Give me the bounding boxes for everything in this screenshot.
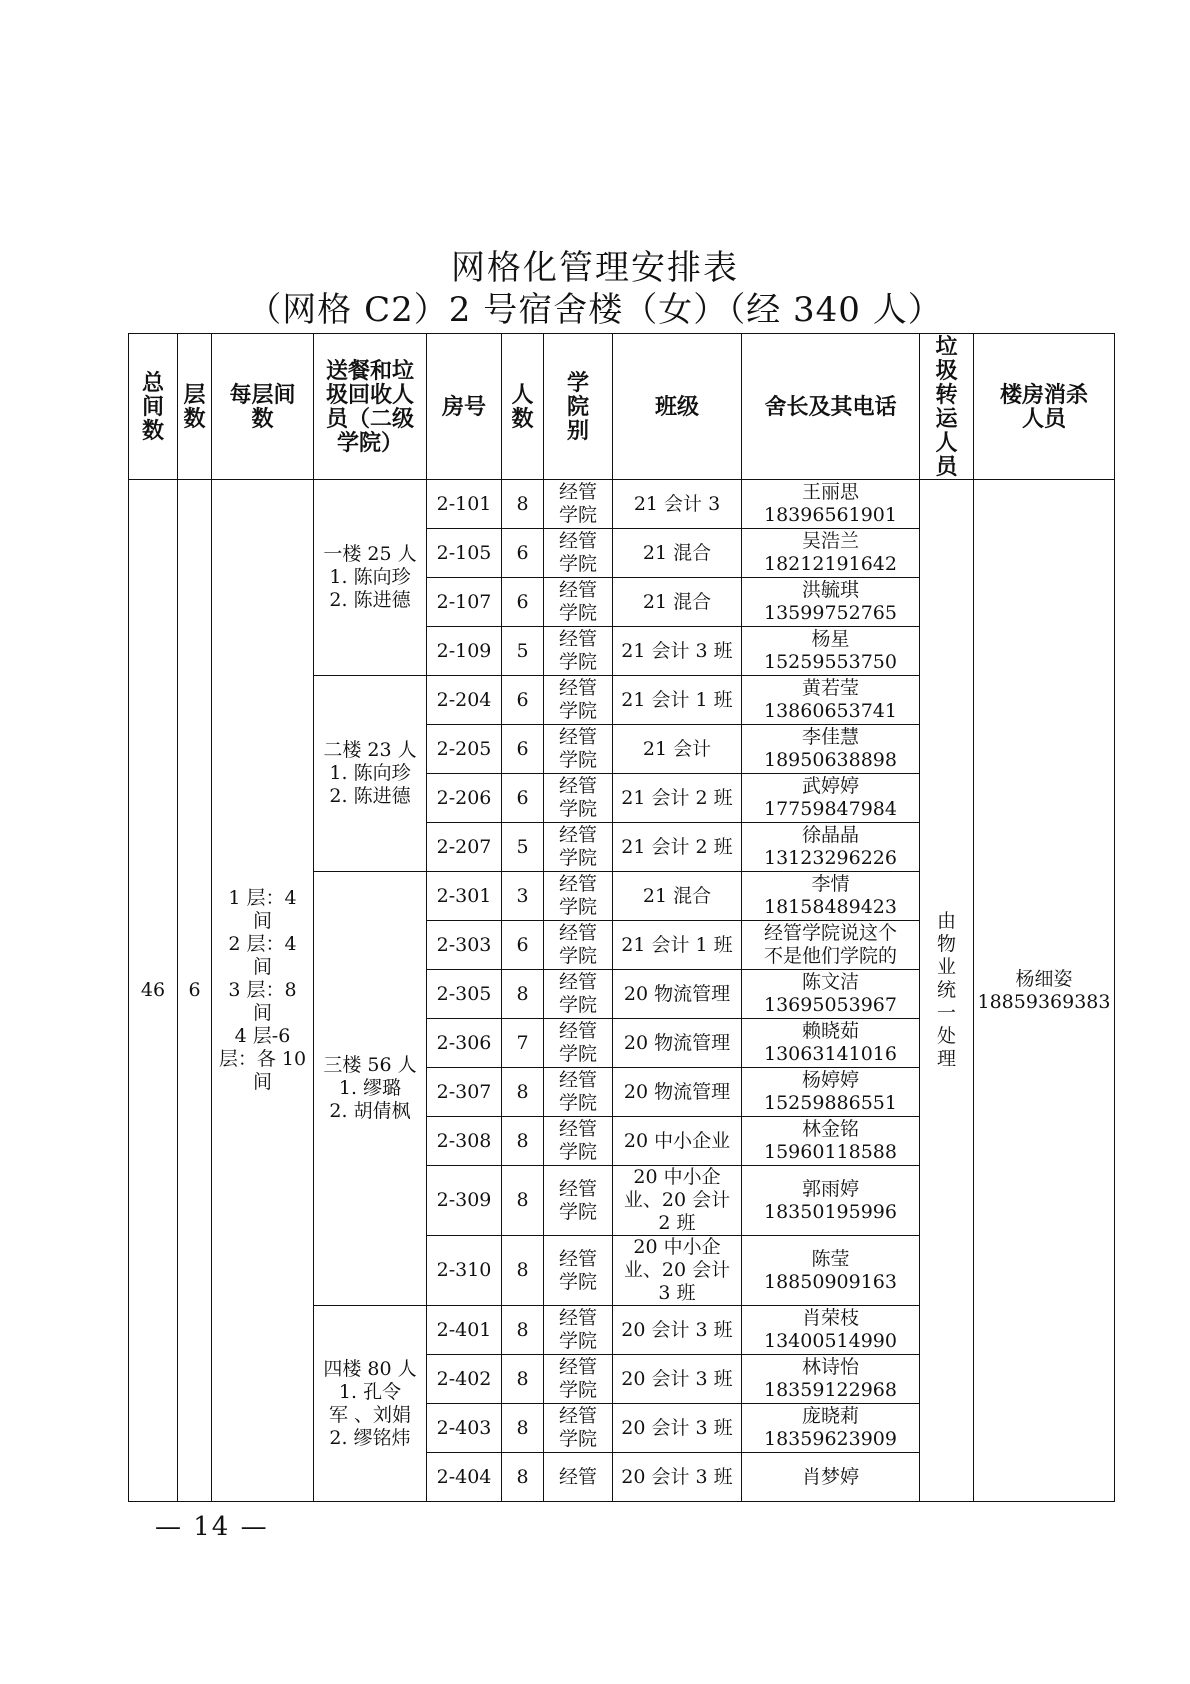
leader-cell <box>742 1355 920 1404</box>
room-no-cell: 2-206 <box>427 774 502 823</box>
header-college: 学院别 <box>544 334 613 480</box>
document-title: 网格化管理安排表 <box>451 248 739 288</box>
class-cell: 20 物流管理 <box>613 1068 742 1117</box>
total-rooms-cell: 46 <box>129 480 178 1502</box>
leader-phone: 17759847984 <box>764 798 897 820</box>
disinfect-name: 杨细姿 <box>1015 967 1073 990</box>
class-cell: 20 物流管理 <box>613 1019 742 1068</box>
people-cell: 8 <box>502 1453 544 1502</box>
room-no-cell: 2-307 <box>427 1068 502 1117</box>
people-cell: 6 <box>502 725 544 774</box>
college-cell: 经管学院 <box>544 823 613 872</box>
leader-cell <box>742 1019 920 1068</box>
rooms-per-floor-line: 间 <box>252 910 272 932</box>
class-cell: 20 物流管理 <box>613 970 742 1019</box>
leader-phone: 不是他们学院的 <box>763 945 897 967</box>
leader-cell <box>742 970 920 1019</box>
college-cell: 经管学院 <box>544 627 613 676</box>
people-cell: 8 <box>502 1068 544 1117</box>
class-cell: 21 会计 <box>613 725 742 774</box>
floor-staff-cell <box>314 480 427 676</box>
leader-name: 经管学院说这个 <box>763 922 897 944</box>
header-garbage-staff: 垃圾转运人员 <box>920 334 974 480</box>
leader-name: 林金铭 <box>801 1118 859 1140</box>
room-no-cell: 2-308 <box>427 1117 502 1166</box>
leader-name: 肖荣枝 <box>801 1307 859 1329</box>
leader-name: 肖梦婷 <box>801 1465 859 1488</box>
leader-cell <box>742 921 920 970</box>
header-rooms-per-floor: 每层间数 <box>212 334 314 480</box>
leader-phone: 15960118588 <box>764 1141 897 1163</box>
room-no-cell: 2-109 <box>427 627 502 676</box>
college-cell: 经管学院 <box>544 774 613 823</box>
table-row <box>129 480 1115 529</box>
leader-phone: 13599752765 <box>764 602 897 624</box>
people-cell: 6 <box>502 774 544 823</box>
class-cell: 21 混合 <box>613 578 742 627</box>
college-cell: 经管 <box>544 1453 613 1502</box>
floor-staff-line: 1. 缪璐 <box>338 1077 402 1099</box>
header-floors: 层数 <box>178 334 212 480</box>
leader-name: 徐晶晶 <box>801 824 859 846</box>
room-no-cell: 2-305 <box>427 970 502 1019</box>
room-no-cell: 2-401 <box>427 1306 502 1355</box>
leader-name: 赖晓茹 <box>801 1020 859 1042</box>
class-cell: 20 会计 3 班 <box>613 1404 742 1453</box>
disinfect-staff-cell <box>974 480 1115 1502</box>
room-no-cell: 2-107 <box>427 578 502 627</box>
rooms-per-floor-line: 间 <box>252 1002 272 1024</box>
floor-staff-cell <box>314 676 427 872</box>
college-cell: 经管学院 <box>544 970 613 1019</box>
header-row <box>129 334 1115 480</box>
leader-name: 郭雨婷 <box>801 1177 859 1200</box>
header-room-no: 房号 <box>427 334 502 480</box>
leader-name: 林诗怡 <box>801 1356 859 1378</box>
people-cell: 6 <box>502 921 544 970</box>
people-cell: 8 <box>502 970 544 1019</box>
leader-cell <box>742 823 920 872</box>
header-class: 班级 <box>613 334 742 480</box>
floor-staff-line: 2. 胡倩枫 <box>329 1100 411 1122</box>
leader-cell <box>742 676 920 725</box>
room-no-cell: 2-105 <box>427 529 502 578</box>
people-cell: 5 <box>502 627 544 676</box>
people-cell: 8 <box>502 1306 544 1355</box>
leader-cell <box>742 1453 920 1502</box>
room-no-cell: 2-101 <box>427 480 502 529</box>
leader-cell <box>742 1166 920 1236</box>
rooms-per-floor-line: 2 层：4 <box>228 933 297 955</box>
leader-phone: 18950638898 <box>764 749 897 771</box>
leader-name: 李情 <box>811 873 850 895</box>
leader-name: 洪毓琪 <box>801 579 859 601</box>
leader-phone: 18359623909 <box>764 1428 897 1450</box>
leader-name: 黄若莹 <box>801 677 859 699</box>
header-disinfect-staff: 楼房消杀人员 <box>974 334 1115 480</box>
class-cell: 21 会计 1 班 <box>613 921 742 970</box>
leader-cell <box>742 1068 920 1117</box>
rooms-per-floor-line: 层：各 10 <box>218 1048 307 1070</box>
leader-phone: 18350195996 <box>764 1200 897 1223</box>
room-no-cell: 2-310 <box>427 1236 502 1306</box>
leader-cell <box>742 627 920 676</box>
header-delivery-staff: 送餐和垃圾回收人员（二级学院） <box>314 334 427 480</box>
college-cell: 经管学院 <box>544 921 613 970</box>
leader-name: 王丽思 <box>801 481 859 503</box>
floor-staff-cell <box>314 1306 427 1502</box>
college-cell: 经管学院 <box>544 725 613 774</box>
leader-name: 陈文洁 <box>801 971 859 993</box>
people-cell: 8 <box>502 480 544 529</box>
college-cell: 经管学院 <box>544 1019 613 1068</box>
leader-name: 李佳慧 <box>801 726 859 748</box>
leader-phone: 18850909163 <box>764 1270 897 1293</box>
leader-phone: 18359122968 <box>764 1379 897 1401</box>
leader-cell <box>742 529 920 578</box>
document-subtitle: （网格 C2）2 号宿舍楼（女）（经 340 人） <box>247 290 943 330</box>
floors-cell: 6 <box>178 480 212 1502</box>
leader-phone: 13063141016 <box>764 1043 897 1065</box>
leader-cell <box>742 480 920 529</box>
rooms-per-floor-cell <box>212 480 314 1502</box>
room-no-cell: 2-403 <box>427 1404 502 1453</box>
people-cell: 8 <box>502 1404 544 1453</box>
class-cell: 20 会计 3 班 <box>613 1306 742 1355</box>
grid-management-table <box>128 333 1115 1502</box>
leader-phone: 13695053967 <box>764 994 897 1016</box>
leader-cell <box>742 1306 920 1355</box>
leader-name: 庞晓莉 <box>801 1405 859 1427</box>
class-cell: 20 中小企业、20 会计 3 班 <box>613 1236 742 1306</box>
people-cell: 3 <box>502 872 544 921</box>
leader-phone: 18212191642 <box>764 553 897 575</box>
college-cell: 经管学院 <box>544 1355 613 1404</box>
table-body <box>129 480 1115 1502</box>
class-cell: 21 会计 2 班 <box>613 774 742 823</box>
rooms-per-floor-line: 3 层：8 <box>228 979 297 1001</box>
floor-staff-line: 1. 陈向珍 <box>329 566 411 588</box>
leader-cell <box>742 1117 920 1166</box>
room-no-cell: 2-303 <box>427 921 502 970</box>
leader-cell <box>742 1404 920 1453</box>
floor-staff-line: 一楼 25 人 <box>323 543 417 565</box>
leader-name: 杨婷婷 <box>801 1069 859 1091</box>
college-cell: 经管学院 <box>544 578 613 627</box>
class-cell: 20 中小企业 <box>613 1117 742 1166</box>
class-cell: 21 会计 3 班 <box>613 627 742 676</box>
class-cell: 21 混合 <box>613 872 742 921</box>
room-no-cell: 2-301 <box>427 872 502 921</box>
leader-phone: 13860653741 <box>764 700 897 722</box>
rooms-per-floor-line: 间 <box>252 956 272 978</box>
room-no-cell: 2-204 <box>427 676 502 725</box>
room-no-cell: 2-402 <box>427 1355 502 1404</box>
people-cell: 8 <box>502 1117 544 1166</box>
people-cell: 6 <box>502 529 544 578</box>
college-cell: 经管学院 <box>544 1236 613 1306</box>
room-no-cell: 2-207 <box>427 823 502 872</box>
college-cell: 经管学院 <box>544 529 613 578</box>
class-cell: 21 会计 1 班 <box>613 676 742 725</box>
college-cell: 经管学院 <box>544 1117 613 1166</box>
people-cell: 8 <box>502 1236 544 1306</box>
class-cell: 21 会计 2 班 <box>613 823 742 872</box>
page-number: — 14 — <box>155 1512 269 1542</box>
garbage-staff-cell: 由物业统一处理 <box>920 480 974 1502</box>
college-cell: 经管学院 <box>544 1166 613 1236</box>
leader-name: 武婷婷 <box>801 775 859 797</box>
rooms-per-floor-line: 1 层：4 <box>228 887 297 909</box>
class-cell: 20 会计 3 班 <box>613 1355 742 1404</box>
college-cell: 经管学院 <box>544 480 613 529</box>
leader-phone: 13123296226 <box>764 847 897 869</box>
class-cell: 20 会计 3 班 <box>613 1453 742 1502</box>
leader-cell <box>742 872 920 921</box>
college-cell: 经管学院 <box>544 1404 613 1453</box>
leader-name: 陈莹 <box>811 1247 850 1270</box>
room-no-cell: 2-404 <box>427 1453 502 1502</box>
people-cell: 5 <box>502 823 544 872</box>
college-cell: 经管学院 <box>544 1068 613 1117</box>
leader-cell <box>742 1236 920 1306</box>
floor-staff-line: 四楼 80 人 <box>323 1357 417 1380</box>
leader-phone: 13400514990 <box>764 1330 897 1352</box>
floor-staff-line: 1. 陈向珍 <box>329 762 411 784</box>
leader-phone: 15259886551 <box>764 1092 897 1114</box>
leader-name: 吴浩兰 <box>801 530 859 552</box>
room-no-cell: 2-309 <box>427 1166 502 1236</box>
people-cell: 6 <box>502 676 544 725</box>
leader-cell <box>742 774 920 823</box>
people-cell: 7 <box>502 1019 544 1068</box>
floor-staff-line: 军 、刘娟 <box>328 1403 412 1426</box>
college-cell: 经管学院 <box>544 872 613 921</box>
college-cell: 经管学院 <box>544 1306 613 1355</box>
rooms-per-floor-line: 4 层-6 <box>234 1025 291 1047</box>
class-cell: 21 混合 <box>613 529 742 578</box>
class-cell: 21 会计 3 <box>613 480 742 529</box>
leader-phone: 15259553750 <box>764 651 897 673</box>
floor-staff-line: 1. 孔令 <box>338 1380 402 1403</box>
leader-name: 杨星 <box>811 628 850 650</box>
college-cell: 经管学院 <box>544 676 613 725</box>
people-cell: 8 <box>502 1166 544 1236</box>
people-cell: 8 <box>502 1355 544 1404</box>
rooms-per-floor-line: 间 <box>252 1071 272 1093</box>
room-no-cell: 2-205 <box>427 725 502 774</box>
floor-staff-line: 三楼 56 人 <box>323 1054 417 1076</box>
room-no-cell: 2-306 <box>427 1019 502 1068</box>
leader-cell <box>742 578 920 627</box>
floor-staff-cell <box>314 872 427 1306</box>
leader-phone: 18396561901 <box>764 504 897 526</box>
header-leader-phone: 舍长及其电话 <box>742 334 920 480</box>
floor-staff-line: 2. 陈进德 <box>329 785 411 807</box>
floor-staff-line: 2. 缪铭炜 <box>329 1426 411 1449</box>
floor-staff-line: 二楼 23 人 <box>323 739 417 761</box>
leader-phone: 18158489423 <box>764 896 897 918</box>
leader-cell <box>742 725 920 774</box>
disinfect-phone: 18859369383 <box>977 990 1111 1013</box>
floor-staff-line: 2. 陈进德 <box>329 589 411 611</box>
people-cell: 6 <box>502 578 544 627</box>
header-people: 人数 <box>502 334 544 480</box>
class-cell: 20 中小企业、20 会计 2 班 <box>613 1166 742 1236</box>
header-total-rooms: 总间数 <box>129 334 178 480</box>
